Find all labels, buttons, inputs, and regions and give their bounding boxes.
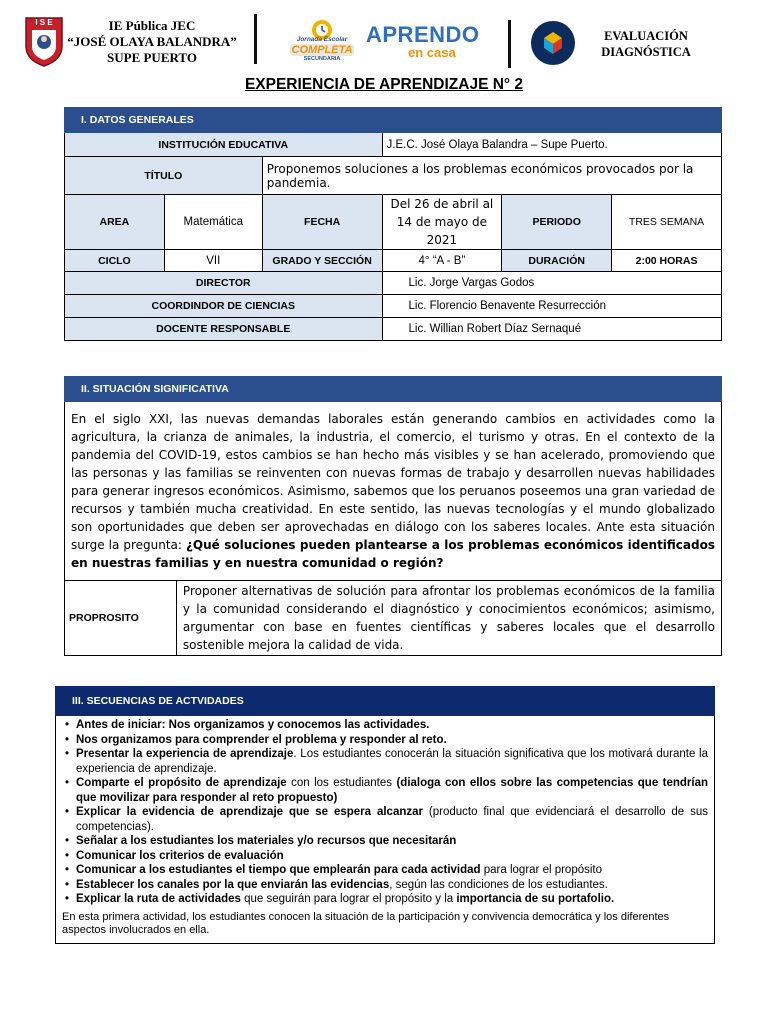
activity-item-bold: Comunicar los criterios de evaluación (76, 849, 284, 862)
ciclo-value: VII (164, 250, 262, 272)
activity-item-rest: con los estudiantes (286, 777, 397, 789)
activity-item-bold: Presentar la experiencia de aprendizaje (76, 748, 294, 760)
activity-item-rest: (producto final que evidenciará el desarrollo de sus competencias). (76, 806, 708, 833)
situacion-body: En el siglo XXI, las nuevas demandas laborales están generando cambios en actividades como la agricultura, la crianza de animales, la industria, el comercio, el turismo y otras. En el contexto de la pandemia del COVID-19, estos cambios se han hecho más visibles y se han acelerado, promoviendo que las personas y las familias se reinventen con nuevas formas de trabajo y desarrollen nuevas habilidades para generar ingresos económicos. Asimismo, sabemos que los peruanos poseemos una gran variedad de recursos y también mucha creatividad. En este sentido, las nuevas tecnologías y el mundo globalizado son oportunidades que deben ser aprovechadas en diálogo con los saberes locales. Ante esta situación surge la pregunta: (71, 412, 715, 552)
aprendo-text: APRENDO (366, 22, 480, 47)
titulo-label: TÍTULO (65, 157, 263, 195)
school-line-1: IE Pública JEC (108, 18, 196, 33)
header-divider (254, 14, 257, 64)
header-divider-2 (508, 20, 511, 68)
evaluation-title (592, 28, 700, 60)
activity-item-bold: Explicar la ruta de actividades (76, 893, 241, 905)
jornada-line-2: COMPLETA (291, 44, 353, 56)
en-casa-text: en casa (408, 45, 456, 60)
activities-note: En esta primera actividad, los estudiantes conocen la situación de la participación y convivencia democrática y los diferentes aspectos involucrados en ella. (62, 910, 670, 936)
periodo-label: PERIODO (502, 195, 612, 250)
activity-item (76, 718, 708, 733)
activity-item-bold: Comparte el propósito de aprendizaje (76, 777, 287, 789)
activity-item-rest: , según las condiciones de los estudiantes. (389, 878, 608, 891)
activity-item (76, 747, 708, 776)
activity-item (76, 892, 708, 907)
proposito-label: PROPROSITO (65, 581, 177, 656)
school-name (62, 18, 242, 66)
periodo-value: TRES SEMANA (612, 195, 722, 250)
activities-list (62, 718, 708, 907)
page-title: EXPERIENCIA DE APRENDIZAJE N° 2 (244, 76, 524, 93)
activity-item-tail: (dialoga con ellos sobre las competencias que tendrían que movilizar para responder al reto propuesto) (76, 777, 709, 804)
docente-value: Lic. Willian Robert Díaz Sernaqué (382, 318, 721, 341)
proposito-text: Proponer alternativas de solución para afrontar los problemas económicos de la familia y la comunidad considerando el diagnóstico y conocimientos económicos; asimismo, argumentar con base en fuentes científicas y saberes locales que el desarrollo sostenible mejora la calidad de vida. (176, 581, 721, 656)
fecha-label: FECHA (262, 195, 382, 250)
school-logo (24, 16, 64, 68)
duracion-label: DURACIÓN (502, 250, 612, 272)
activity-item-bold: Establecer los canales por la que enviarán las evidencias (76, 878, 390, 891)
situacion-question: ¿Qué soluciones pueden plantearse a los problemas económicos identificados en nuestras familias y en nuestra comunidad o región? (71, 538, 715, 570)
titulo-value: Proponemos soluciones a los problemas económicos provocados por la pandemia. (262, 157, 721, 195)
activity-item-rest: . Los estudiantes conocerán la situación significativa que los motivará durante la experiencia de aprendizaje. (76, 748, 708, 775)
datos-generales-table (64, 107, 722, 341)
secuencias-table (55, 686, 715, 944)
activity-item (76, 834, 708, 849)
activity-item-rest: que seguirán para lograr el propósito y la (240, 893, 457, 905)
section-1-heading: I. DATOS GENERALES (65, 108, 722, 133)
activity-item-rest: para lograr el propósito (480, 864, 603, 876)
director-label: DIRECTOR (65, 272, 383, 295)
fecha-value: Del 26 de abril al 14 de mayo de 2021 (382, 195, 502, 250)
jornada-line-3: SECUNDARIA (303, 56, 341, 62)
activity-item (76, 733, 708, 748)
school-line-3: SUPE PUERTO (107, 50, 197, 65)
evaluation-logo (530, 20, 576, 66)
institucion-value: J.E.C. José Olaya Balandra – Supe Puerto. (382, 133, 721, 157)
institucion-label: INSTITUCIÓN EDUCATIVA (65, 133, 383, 157)
coordinador-value: Lic. Florencio Benavente Resurrección (382, 295, 721, 318)
section-3-heading: III. SECUENCIAS DE ACTVIDADES (56, 687, 715, 716)
activity-item-tail: importancia de su portafolio. (456, 893, 615, 905)
grado-value: 4° “A - B” (382, 250, 502, 272)
activities-cell (56, 716, 715, 944)
section-2-heading: II. SITUACIÓN SIGNIFICATIVA (65, 377, 722, 402)
eval-line-1: EVALUACIÓN (604, 29, 688, 43)
area-value: Matemática (164, 195, 262, 250)
activity-item-bold: Explicar la evidencia de aprendizaje que se espera alcanzar (76, 806, 423, 818)
activity-item-rest: Nos organizamos y conocemos las actividades. (165, 719, 430, 731)
activity-item-bold: Comunicar a los estudiantes el tiempo que emplearán para cada actividad (76, 864, 481, 876)
activity-item (76, 849, 708, 864)
coordinador-label: COORDINDOR DE CIENCIAS (65, 295, 383, 318)
jornada-line-1: Jornada Escolar (296, 36, 348, 43)
aprendo-en-casa-logo (366, 24, 478, 64)
area-label: AREA (65, 195, 165, 250)
activity-item-bold: Antes de iniciar: (76, 719, 166, 731)
activity-item (76, 863, 708, 878)
situacion-table (64, 376, 722, 656)
activity-item-bold: Señalar a los estudiantes los materiales y/o recursos que necesitarán (76, 835, 457, 847)
activity-item (76, 776, 708, 805)
jornada-completa-logo (288, 18, 356, 64)
activity-item-bold: Nos organizamos para comprender el problema y responder al reto. (76, 733, 447, 746)
school-logo-text: I S E (35, 18, 53, 27)
eval-line-2: DIAGNÓSTICA (601, 45, 691, 59)
duracion-value: 2:00 HORAS (612, 250, 722, 272)
school-line-2: “JOSÉ OLAYA BALANDRA” (67, 34, 237, 49)
docente-label: DOCENTE RESPONSABLE (65, 318, 383, 341)
grado-label: GRADO Y SECCIÓN (262, 250, 382, 272)
director-value: Lic. Jorge Vargas Godos (382, 272, 721, 295)
activity-item (76, 805, 708, 834)
activity-item (76, 878, 708, 893)
ciclo-label: CICLO (65, 250, 165, 272)
situacion-text (65, 402, 722, 581)
